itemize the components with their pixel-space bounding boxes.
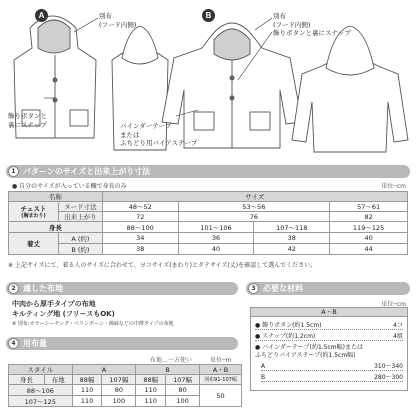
yardage-value: 100 (102, 396, 136, 407)
material-value: 280〜300 (374, 374, 403, 381)
size-row-chest (9, 202, 59, 222)
material-row (255, 332, 403, 341)
fabric-section-title: 適した布地 (23, 284, 63, 293)
material-label: A (261, 363, 266, 370)
finished-value: 76 (178, 212, 330, 222)
a-length-value: 34 (102, 233, 178, 244)
fabric-section-number: 2 (8, 283, 19, 294)
yardage-value: 80 (102, 385, 136, 396)
size-section-title: パターンのサイズと出来上がり寸法 (23, 167, 151, 176)
material-row (255, 351, 403, 360)
yardage-table (8, 364, 242, 407)
finished-value: 72 (102, 212, 178, 222)
size-row-nude: ヌード寸法 (58, 202, 102, 212)
yardage-col-style: スタイル (9, 365, 73, 375)
size-footnote: ※ 上記サイズにて、着る人のサイズに合わせて、ヨコサイズ(まわり)とタテサイズ(丈)を確認して選んでください。 (8, 262, 317, 269)
nude-value: 57〜61 (330, 202, 408, 212)
chest-sublabel: (胸まわり) (21, 213, 46, 219)
size-section-number: 1 (8, 166, 19, 177)
yardage-value: 110 (136, 385, 166, 396)
fabric-line-3: ※ 別布:カラーシーチング・ペリンボーン・綿麻などの中薄タイプの布地 (12, 321, 174, 327)
yardage-unit: 単位─m (210, 357, 232, 364)
yardage-section-header (6, 337, 238, 350)
size-section-header (6, 165, 410, 178)
yardage-col-ab: A・B (200, 365, 242, 375)
materials-section-header (246, 282, 410, 295)
height-value: 119〜125 (330, 222, 408, 233)
yardage-value: 100 (166, 396, 200, 407)
material-row (255, 321, 403, 330)
yardage-value: 110 (72, 396, 102, 407)
size-row-finished: 出来上がり (58, 212, 102, 222)
size-col-size: サイズ (102, 192, 407, 202)
callout-b-button: 飾りボタンと裏にスナップ (273, 29, 351, 37)
size-table (8, 191, 408, 255)
material-value: 310〜340 (374, 363, 403, 370)
yardage-col-b: B (136, 365, 200, 375)
nude-value: 53〜56 (178, 202, 330, 212)
material-label: ふちどりバイアステープ(約1.5cm幅) (255, 352, 356, 359)
material-label: B (261, 374, 266, 381)
material-value: 4組 (393, 333, 403, 340)
yardage-row (9, 385, 242, 396)
variant-b-badge: B (202, 9, 215, 22)
size-col-name: 名称 (9, 192, 103, 202)
size-row-a: A (約) (58, 233, 102, 244)
yardage-section-title: 用布量 (23, 339, 47, 348)
callout-a-hood-lining: 別布 (フード内側) (99, 12, 137, 29)
materials-box (250, 307, 408, 391)
yardage-col-107: 107幅 (102, 375, 136, 385)
materials-unit: 単位─cm (381, 301, 406, 308)
a-length-value: 38 (254, 233, 330, 244)
yardage-value: 50 (200, 385, 242, 407)
b-length-value: 44 (330, 244, 408, 255)
height-value: 107〜118 (254, 222, 330, 233)
materials-header: A・B (251, 308, 407, 317)
b-length-value: 40 (178, 244, 254, 255)
yardage-col-107b: 107幅 (166, 375, 200, 385)
size-unit: 単位─cm (381, 183, 406, 190)
size-row-length: 着丈 (9, 233, 59, 255)
garment-drawings (0, 0, 416, 163)
b-length-value: 38 (102, 244, 178, 255)
fabric-line-2: キルティング地 (フリースもOK) (12, 310, 115, 318)
materials-section-number: 3 (248, 283, 259, 294)
yardage-col-88: 88幅 (72, 375, 102, 385)
chest-label: チェスト (20, 205, 47, 213)
material-row (261, 373, 403, 382)
yardage-value: 80 (166, 385, 200, 396)
yardage-unit-left: 布地…一方使い (150, 357, 193, 364)
yardage-col-fabric: 布地 (44, 375, 72, 385)
material-value: 4コ (393, 322, 403, 329)
fabric-line-1: 中肉から厚手タイプの布地 (12, 300, 96, 308)
height-value: 88〜100 (102, 222, 178, 233)
yardage-section-number: 4 (8, 338, 19, 349)
yardage-height: 107〜125 (9, 396, 73, 407)
materials-section-title: 必要な材料 (263, 284, 303, 293)
callout-a-button: 飾りボタンと 裏にスナップ (8, 112, 47, 129)
height-value: 101〜106 (178, 222, 254, 233)
material-label: ● バインダーテープ(約1.5cm幅)または (255, 344, 363, 351)
fabric-section-header (6, 282, 238, 295)
finished-value: 82 (330, 212, 408, 222)
variant-a-badge: A (35, 9, 48, 22)
a-length-value: 36 (178, 233, 254, 244)
callout-b-hood-lining: 別布 (フード内側) (273, 12, 311, 29)
callout-binder-tape: バインダーテープ または ふちどり用バイアステープ (120, 122, 198, 147)
a-length-value: 40 (330, 233, 408, 244)
yardage-height: 88〜106 (9, 385, 73, 396)
garment-illustration (0, 0, 416, 163)
size-row-height: 身長 (9, 222, 103, 233)
yardage-value: 110 (72, 385, 102, 396)
material-row (261, 362, 403, 371)
size-note: ● 自分のサイズが入っている欄で身長のみ (12, 183, 127, 190)
material-label: ● スナップ(約1.2cm) (255, 333, 316, 340)
yardage-col-other: 別布91-107幅 (200, 375, 242, 385)
nude-value: 48〜52 (102, 202, 178, 212)
yardage-col-88b: 88幅 (136, 375, 166, 385)
b-length-value: 42 (254, 244, 330, 255)
yardage-col-a: A (72, 365, 136, 375)
material-label: ● 飾りボタン(約1.5cm) (255, 322, 322, 329)
yardage-col-height: 身長 (9, 375, 45, 385)
yardage-value: 110 (136, 396, 166, 407)
size-row-b: B (約) (58, 244, 102, 255)
